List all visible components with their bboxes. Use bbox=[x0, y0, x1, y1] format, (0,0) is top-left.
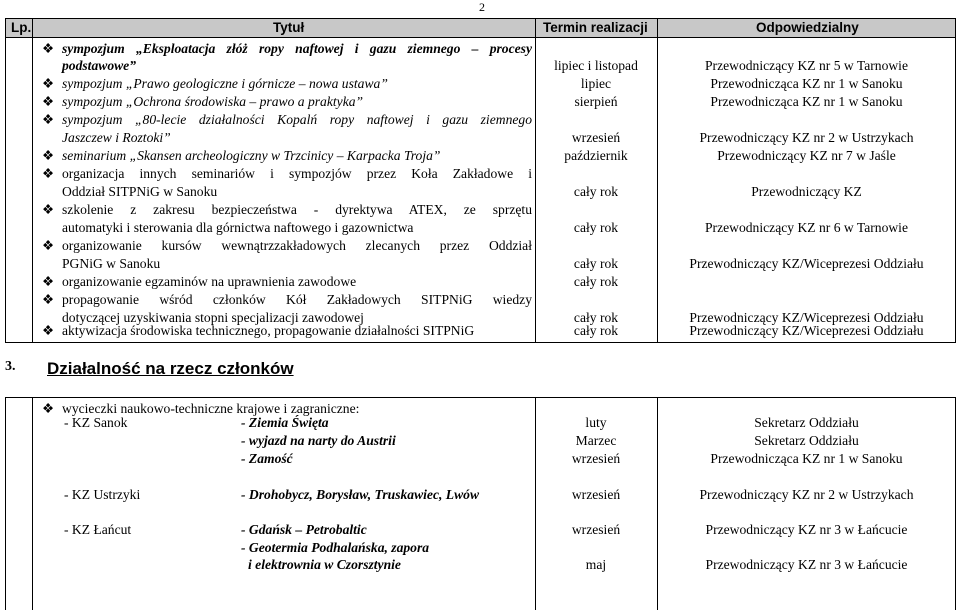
group-label: - KZ Łańcut bbox=[64, 522, 132, 537]
row-resp: Przewodniczący KZ nr 6 w Tarnowie bbox=[704, 220, 908, 235]
row-term: wrzesień bbox=[571, 522, 621, 537]
row-resp: Sekretarz Oddziału bbox=[754, 433, 859, 448]
row-term: sierpień bbox=[574, 94, 618, 109]
table-header bbox=[5, 18, 956, 38]
grid-line bbox=[5, 397, 956, 398]
group-label: - KZ Ustrzyki bbox=[64, 487, 141, 502]
row-term: wrzesień bbox=[571, 487, 621, 502]
row-resp: Przewodniczący KZ nr 2 w Ustrzykach bbox=[699, 130, 914, 145]
trip-name: - Gdańsk – Petrobaltic bbox=[241, 522, 367, 537]
row-resp: Przewodniczący KZ bbox=[751, 184, 862, 199]
bullet-icon: ❖ bbox=[42, 41, 55, 56]
bullet-icon: ❖ bbox=[42, 112, 55, 127]
row-title: sympozjum „Eksploatacja złóż ropy naftowej i gazu ziemnego – procesy bbox=[62, 41, 532, 56]
row-term: cały rok bbox=[573, 323, 619, 338]
bullet-icon: ❖ bbox=[42, 401, 55, 416]
row-term: luty bbox=[585, 415, 607, 430]
row-term: cały rok bbox=[573, 274, 619, 289]
row-title: automatyki i sterowania dla górnictwa naftowego i gazownictwa bbox=[62, 220, 414, 235]
row-title: organizowanie egzaminów na uprawnienia zawodowe bbox=[62, 274, 357, 289]
grid-line bbox=[32, 18, 33, 343]
trip-name: - Drohobycz, Borysław, Truskawiec, Lwów bbox=[241, 487, 480, 502]
row-title: sympozjum „Prawo geologiczne i górnicze – nowa ustawa” bbox=[62, 76, 388, 91]
row-term: cały rok bbox=[573, 310, 619, 325]
grid-line bbox=[955, 18, 956, 343]
header-lp: Lp. bbox=[11, 20, 32, 35]
row-title: propagowanie wśród członków Kół Zakładowych SITPNiG wiedzy bbox=[62, 292, 532, 307]
row-term: cały rok bbox=[573, 220, 619, 235]
row-resp: Przewodniczący KZ nr 2 w Ustrzykach bbox=[699, 487, 914, 502]
row-title: sympozjum „80-lecie działalności Kopalń ropy naftowej i gazu ziemnego bbox=[62, 112, 532, 127]
row-resp: Przewodniczący KZ/Wiceprezesi Oddziału bbox=[689, 256, 924, 271]
bullet-icon: ❖ bbox=[42, 274, 55, 289]
page-number: 2 bbox=[479, 0, 485, 14]
row-resp: Przewodniczący KZ nr 5 w Tarnowie bbox=[704, 58, 908, 73]
row-resp: Przewodnicząca KZ nr 1 w Sanoku bbox=[710, 94, 903, 109]
row-term: lipiec i listopad bbox=[554, 58, 638, 73]
grid-line bbox=[32, 397, 33, 610]
row-title: organizowanie kursów wewnątrzzakładowych zlecanych przez Oddział bbox=[62, 238, 532, 253]
trip-name: - Geotermia Podhalańska, zapora bbox=[241, 540, 430, 555]
row-title: sympozjum „Ochrona środowiska – prawo a praktyka” bbox=[62, 94, 364, 109]
bullet-icon: ❖ bbox=[42, 323, 55, 338]
row-resp: Przewodniczący KZ/Wiceprezesi Oddziału bbox=[689, 323, 924, 338]
bullet-icon: ❖ bbox=[42, 292, 55, 307]
row-resp: Przewodnicząca KZ nr 1 w Sanoku bbox=[710, 76, 903, 91]
trip-name: - Ziemia Święta bbox=[241, 415, 329, 430]
row-term: wrzesień bbox=[571, 130, 621, 145]
trip-name: i elektrownia w Czorsztynie bbox=[248, 557, 401, 572]
row-title: seminarium „Skansen archeologiczny w Trzcinicy – Karpacka Troja” bbox=[62, 148, 441, 163]
header-title: Tytuł bbox=[273, 20, 305, 35]
row-title: aktywizacja środowiska technicznego, propagowanie działalności SITPNiG bbox=[62, 323, 475, 338]
trip-name: - wyjazd na narty do Austrii bbox=[241, 433, 396, 448]
row-title: szkolenie z zakresu bezpieczeństwa - dyrektywa ATEX, ze sprzętu bbox=[62, 202, 532, 217]
row-term: maj bbox=[585, 557, 607, 572]
row-title: PGNiG w Sanoku bbox=[62, 256, 161, 271]
row-title: dotyczącej uzyskiwania stopni specjalizacji zawodowej bbox=[62, 310, 364, 325]
row-title: wycieczki naukowo-techniczne krajowe i zagraniczne: bbox=[62, 401, 360, 416]
header-resp: Odpowiedzialny bbox=[756, 20, 859, 35]
row-resp: Przewodniczący KZ/Wiceprezesi Oddziału bbox=[689, 310, 924, 325]
row-term: Marzec bbox=[575, 433, 617, 448]
bullet-icon: ❖ bbox=[42, 238, 55, 253]
row-term: lipiec bbox=[580, 76, 612, 91]
bullet-icon: ❖ bbox=[42, 148, 55, 163]
section-title: Działalność na rzecz członków bbox=[47, 359, 294, 378]
row-title: podstawowe” bbox=[62, 58, 137, 73]
grid-line bbox=[5, 397, 6, 610]
bullet-icon: ❖ bbox=[42, 76, 55, 91]
grid-line bbox=[955, 397, 956, 610]
trip-name: - Zamość bbox=[241, 451, 293, 466]
row-resp: Przewodniczący KZ nr 3 w Łańcucie bbox=[705, 557, 908, 572]
bullet-icon: ❖ bbox=[42, 166, 55, 181]
grid-line bbox=[5, 18, 6, 343]
row-resp: Przewodnicząca KZ nr 1 w Sanoku bbox=[710, 451, 903, 466]
grid-line bbox=[5, 342, 956, 343]
row-term: cały rok bbox=[573, 256, 619, 271]
bullet-icon: ❖ bbox=[42, 94, 55, 109]
row-title: organizacja innych seminariów i sympozjów przez Koła Zakładowe i bbox=[62, 166, 532, 181]
row-resp: Przewodniczący KZ nr 3 w Łańcucie bbox=[705, 522, 908, 537]
section-number: 3. bbox=[5, 359, 16, 374]
bullet-icon: ❖ bbox=[42, 202, 55, 217]
row-term: cały rok bbox=[573, 184, 619, 199]
header-term: Termin realizacji bbox=[543, 20, 648, 35]
row-title: Jaszczew i Roztoki” bbox=[62, 130, 171, 145]
row-resp: Przewodniczący KZ nr 7 w Jaśle bbox=[717, 148, 896, 163]
row-term: wrzesień bbox=[571, 451, 621, 466]
row-title: Oddział SITPNiG w Sanoku bbox=[62, 184, 218, 199]
row-resp: Sekretarz Oddziału bbox=[754, 415, 859, 430]
group-label: - KZ Sanok bbox=[64, 415, 128, 430]
row-term: październik bbox=[564, 148, 628, 163]
